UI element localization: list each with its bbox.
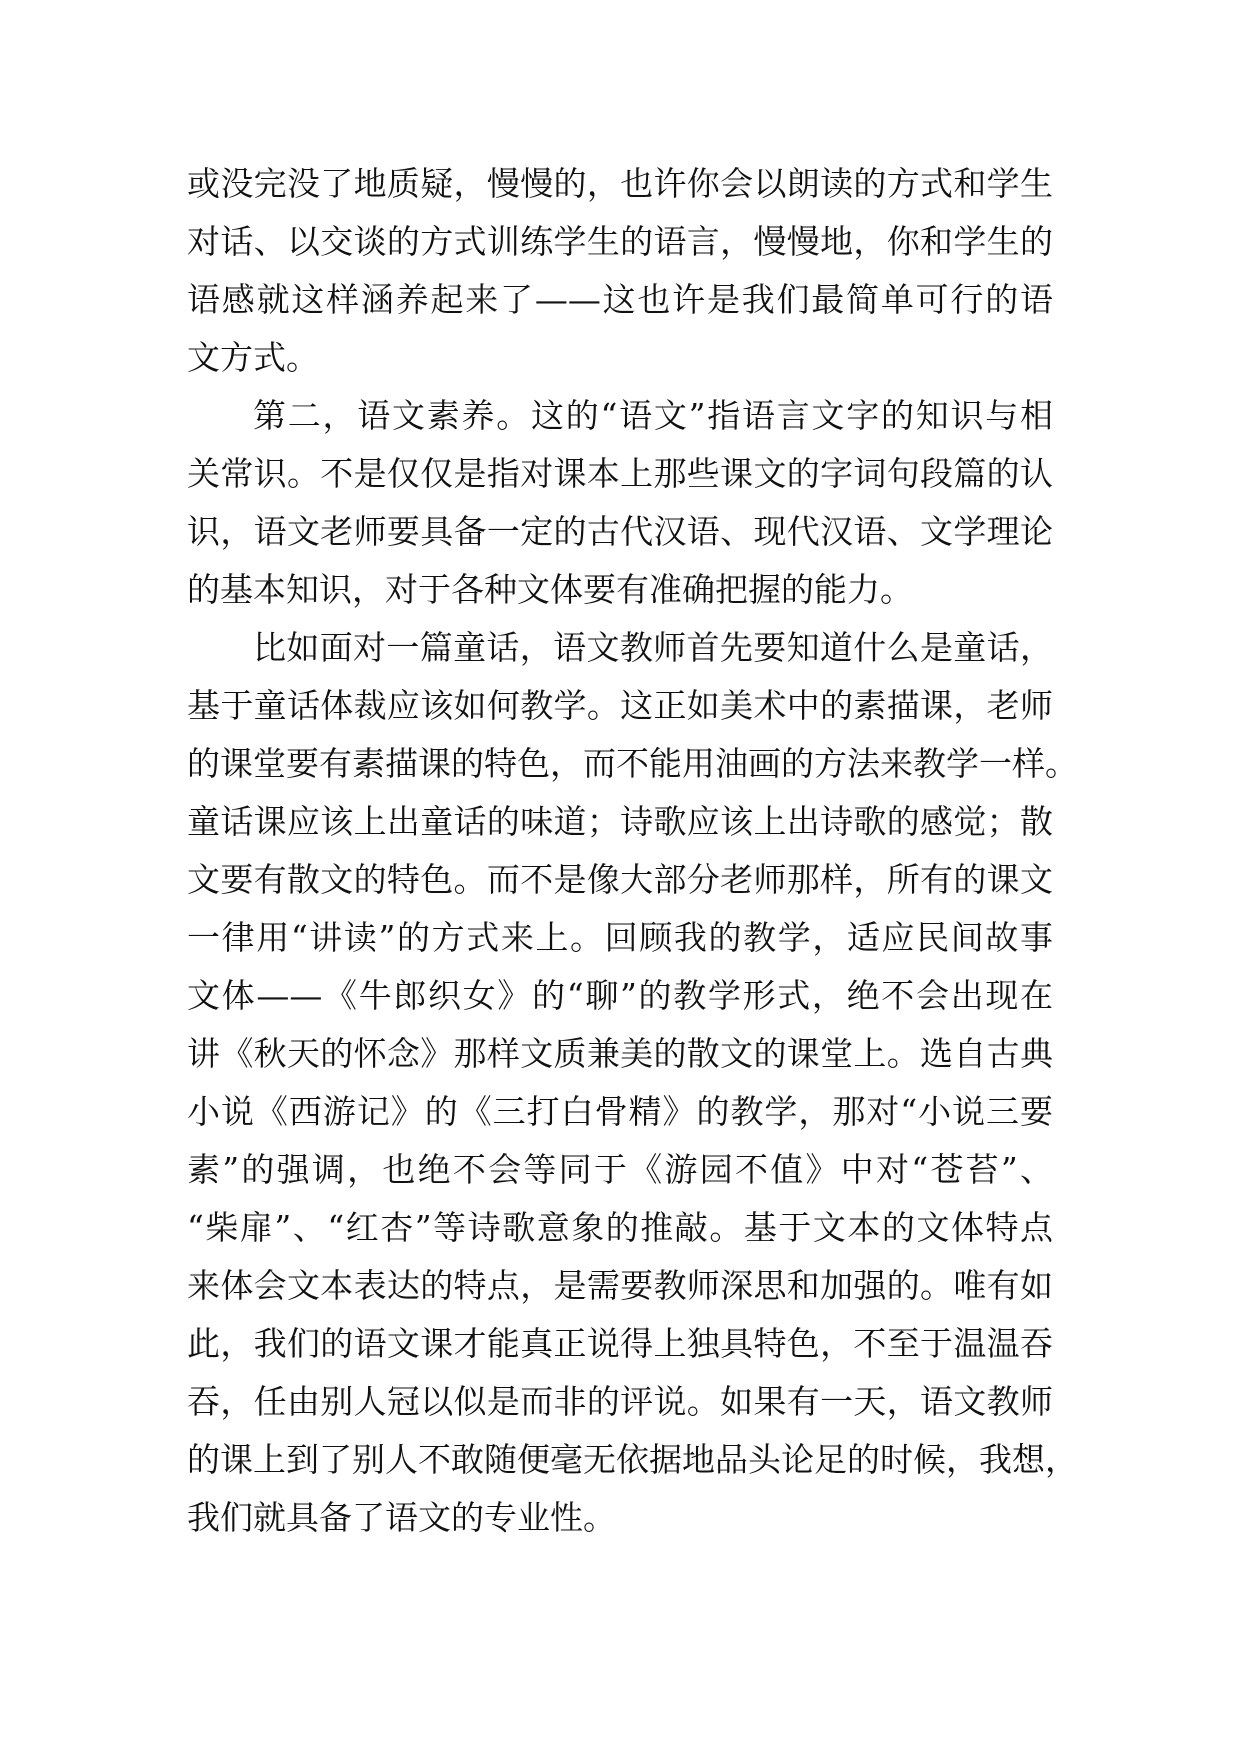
text-line: 对话、以交谈的方式训练学生的语言，慢慢地，你和学生的 [187, 222, 1053, 261]
text-line: 或没完没了地质疑，慢慢的，也许你会以朗读的方式和学生 [187, 164, 1053, 203]
text-line: “柴扉”、“红杏”等诗歌意象的推敲。基于文本的文体特点 [187, 1208, 1053, 1247]
text-line: 关常识。不是仅仅是指对课本上那些课文的字词句段篇的认 [187, 454, 1053, 493]
text-line: 童话课应该上出童话的味道；诗歌应该上出诗歌的感觉；散 [187, 802, 1053, 841]
text-line: 讲《秋天的怀念》那样文质兼美的散文的课堂上。选自古典 [187, 1034, 1053, 1073]
text-line: 的课堂要有素描课的特色，而不能用油画的方法来教学一样。 [187, 744, 1078, 783]
text-line: 的基本知识，对于各种文体要有准确把握的能力。 [187, 570, 913, 609]
text-line: 语感就这样涵养起来了——这也许是我们最简单可行的语 [187, 280, 1053, 319]
text-line: 一律用“讲读”的方式来上。回顾我的教学，适应民间故事 [187, 918, 1053, 957]
text-line: 文要有散文的特色。而不是像大部分老师那样，所有的课文 [187, 860, 1053, 899]
text-line: 比如面对一篇童话，语文教师首先要知道什么是童话， [253, 628, 1053, 667]
text-line: 素”的强调，也绝不会等同于《游园不值》中对“苍苔”、 [187, 1150, 1053, 1189]
text-line: 我们就具备了语文的专业性。 [187, 1498, 616, 1537]
text-line: 第二，语文素养。这的“语文”指语言文字的知识与相 [253, 396, 1053, 435]
text-line: 文体——《牛郎织女》的“聊”的教学形式，绝不会出现在 [187, 976, 1053, 1015]
text-line: 基于童话体裁应该如何教学。这正如美术中的素描课，老师 [187, 686, 1053, 725]
text-line: 小说《西游记》的《三打白骨精》的教学，那对“小说三要 [187, 1092, 1053, 1131]
text-line: 的课上到了别人不敢随便毫无依据地品头论足的时候，我想， [187, 1440, 1078, 1479]
text-line: 文方式。 [187, 338, 319, 377]
body-text [187, 155, 1078, 1547]
text-line: 此，我们的语文课才能真正说得上独具特色，不至于温温吞 [187, 1324, 1053, 1363]
text-line: 来体会文本表达的特点，是需要教师深思和加强的。唯有如 [187, 1266, 1053, 1305]
text-line: 吞，任由别人冠以似是而非的评说。如果有一天，语文教师 [187, 1382, 1053, 1421]
text-line: 识，语文老师要具备一定的古代汉语、现代汉语、文学理论 [187, 512, 1053, 551]
